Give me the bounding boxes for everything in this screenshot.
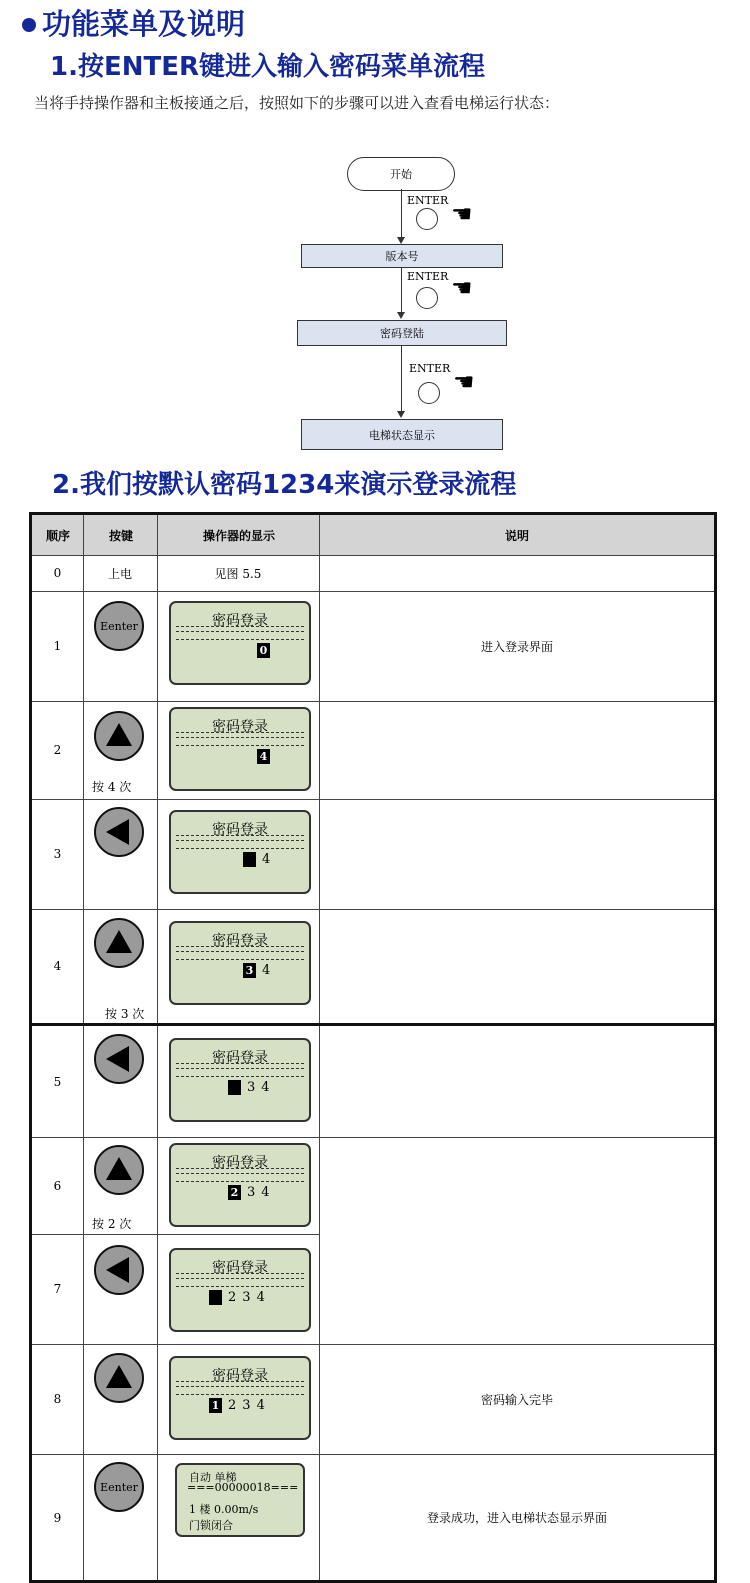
flow-connector: [401, 267, 402, 313]
col-divider: [83, 515, 84, 1580]
lcd-status-mode: 自动 单梯: [189, 1471, 237, 1484]
row-seq: 8: [53, 1392, 62, 1406]
flow-enter-label: ENTER: [407, 270, 449, 283]
enter-key-icon: [94, 1462, 144, 1512]
up-arrow-key-icon: [94, 1353, 144, 1403]
flow-step-version: 版本号: [301, 244, 503, 268]
lcd-digit: 3: [247, 1185, 256, 1200]
pointing-hand-icon: ☚: [453, 368, 475, 396]
flow-step-password: 密码登陆: [297, 320, 507, 346]
lcd-digits: [243, 963, 270, 978]
row-seq: 0: [53, 566, 62, 580]
col-header-desc: 说明: [320, 515, 714, 555]
lcd-title: 密码登录: [212, 613, 268, 629]
lcd-separator: [176, 1063, 304, 1077]
lcd-display: [169, 1038, 311, 1122]
lcd-cursor: 3: [243, 963, 256, 978]
col-divider: [157, 515, 158, 1580]
press-count-note: 按 2 次: [92, 1217, 132, 1231]
row-desc: 登录成功，进入电梯状态显示界面: [426, 1511, 607, 1525]
lcd-display: [169, 601, 311, 685]
lcd-separator: [176, 1381, 304, 1395]
row-divider: [32, 799, 714, 800]
bullet-icon: [22, 18, 36, 32]
flow-enter-label: ENTER: [407, 194, 449, 207]
lcd-cursor: 4: [257, 749, 270, 764]
lcd-title: 密码登录: [212, 933, 268, 949]
lcd-digit: 3: [247, 1080, 256, 1095]
lcd-digit: 2: [228, 1290, 237, 1305]
lcd-separator: [176, 626, 304, 640]
lcd-digit: 4: [262, 963, 271, 978]
lcd-separator: [176, 946, 304, 960]
enter-key-icon: [418, 382, 440, 404]
lcd-digits: [257, 749, 270, 764]
flow-connector: [401, 345, 402, 412]
up-arrow-key-icon: [94, 1145, 144, 1195]
lcd-status-display: [175, 1463, 305, 1537]
lcd-digits: [228, 1080, 270, 1095]
enter-key-icon: [94, 601, 144, 651]
col-header-key: 按键: [84, 515, 158, 555]
lcd-title: 密码登录: [212, 1368, 268, 1384]
heading-text: 功能菜单及说明: [42, 7, 246, 41]
row-divider: [32, 1137, 714, 1138]
lcd-cursor: [228, 1080, 241, 1095]
lcd-digit: 4: [256, 1290, 265, 1305]
flow-enter-label: ENTER: [409, 362, 451, 375]
lcd-display: [169, 1248, 311, 1332]
intro-text: 当将手持操作器和主板接通之后，按照如下的步骤可以进入查看电梯运行状态：: [34, 94, 560, 112]
lcd-display: [169, 921, 311, 1005]
enter-key-icon: [416, 208, 438, 230]
row-seq: 5: [53, 1074, 62, 1089]
lcd-title: 密码登录: [212, 1155, 268, 1171]
lcd-cursor: 2: [228, 1185, 241, 1200]
row-seq: 1: [53, 639, 62, 653]
lcd-digit: 3: [242, 1290, 251, 1305]
lcd-display: [169, 810, 311, 894]
login-steps-table: [29, 512, 717, 1583]
press-count-note: 按 3 次: [105, 1007, 145, 1021]
section2-title: 2.我们按默认密码1234来演示登录流程: [52, 470, 517, 500]
flow-connector: [401, 189, 402, 237]
lcd-digit: 4: [261, 1185, 270, 1200]
row-seq: 4: [53, 959, 62, 973]
lcd-cursor: [209, 1290, 222, 1305]
lcd-digit: 3: [242, 1398, 251, 1413]
lcd-display: [169, 1143, 311, 1227]
lcd-status-floor-speed: 1 楼 0.00m/s: [189, 1503, 259, 1516]
col-header-display: 操作器的显示: [158, 515, 320, 555]
lcd-title: 密码登录: [212, 822, 268, 838]
lcd-digits: [228, 1185, 270, 1200]
lcd-separator: [176, 1168, 304, 1182]
pointing-hand-icon: ☚: [451, 200, 473, 228]
lcd-digits: [243, 852, 270, 867]
row-key-text: 上电: [107, 566, 132, 581]
page-heading: [22, 2, 245, 43]
row-divider: [32, 909, 714, 910]
lcd-display: [169, 1356, 311, 1440]
lcd-separator: [176, 1273, 304, 1287]
left-arrow-key-icon: [94, 807, 144, 857]
row-divider: [32, 1023, 714, 1026]
pointing-hand-icon: ☚: [451, 274, 473, 302]
row-divider: [32, 701, 714, 702]
row-seq: 6: [53, 1178, 62, 1193]
row-seq: 7: [53, 1282, 62, 1296]
lcd-title: 密码登录: [212, 1260, 268, 1276]
enter-key-label: Eenter: [100, 1480, 138, 1494]
col-header-seq: 顺序: [32, 515, 84, 555]
row-desc: 密码输入完毕: [480, 1392, 553, 1407]
lcd-cursor: 0: [257, 643, 270, 658]
flow-start: 开始: [347, 157, 455, 191]
lcd-status-counter: ===00000018===: [187, 1481, 299, 1494]
lcd-digit: 2: [228, 1398, 237, 1413]
press-count-note: 按 4 次: [92, 780, 132, 794]
flow-arrow: [397, 237, 405, 244]
flow-step-status: 电梯状态显示: [301, 419, 503, 450]
up-arrow-key-icon: [94, 711, 144, 761]
row-display-text: 见图 5.5: [214, 566, 262, 581]
lcd-digit: 4: [256, 1398, 265, 1413]
row-seq: 9: [53, 1510, 62, 1525]
left-arrow-key-icon: [94, 1245, 144, 1295]
lcd-digits: [209, 1290, 265, 1305]
lcd-digits: [257, 643, 270, 658]
left-arrow-key-icon: [94, 1034, 144, 1084]
flow-arrow: [397, 312, 405, 319]
lcd-separator: [176, 732, 304, 746]
row-seq: 3: [53, 847, 62, 861]
lcd-title: 密码登录: [212, 1050, 268, 1066]
lcd-digits: [209, 1398, 265, 1413]
lcd-cursor: [243, 852, 256, 867]
lcd-digit: 4: [262, 852, 271, 867]
up-arrow-key-icon: [94, 918, 144, 968]
section1-title: 1.按ENTER键进入输入密码菜单流程: [50, 52, 486, 82]
flow-arrow: [397, 411, 405, 418]
lcd-display: [169, 707, 311, 791]
row-desc: 进入登录界面: [480, 639, 553, 654]
enter-key-label: Eenter: [100, 619, 138, 633]
lcd-separator: [176, 835, 304, 849]
enter-key-icon: [416, 287, 438, 309]
lcd-cursor: 1: [209, 1398, 222, 1413]
lcd-status-door: 门锁闭合: [189, 1519, 233, 1532]
lcd-title: 密码登录: [212, 719, 268, 735]
lcd-digit: 4: [261, 1080, 270, 1095]
row-seq: 2: [53, 743, 62, 757]
